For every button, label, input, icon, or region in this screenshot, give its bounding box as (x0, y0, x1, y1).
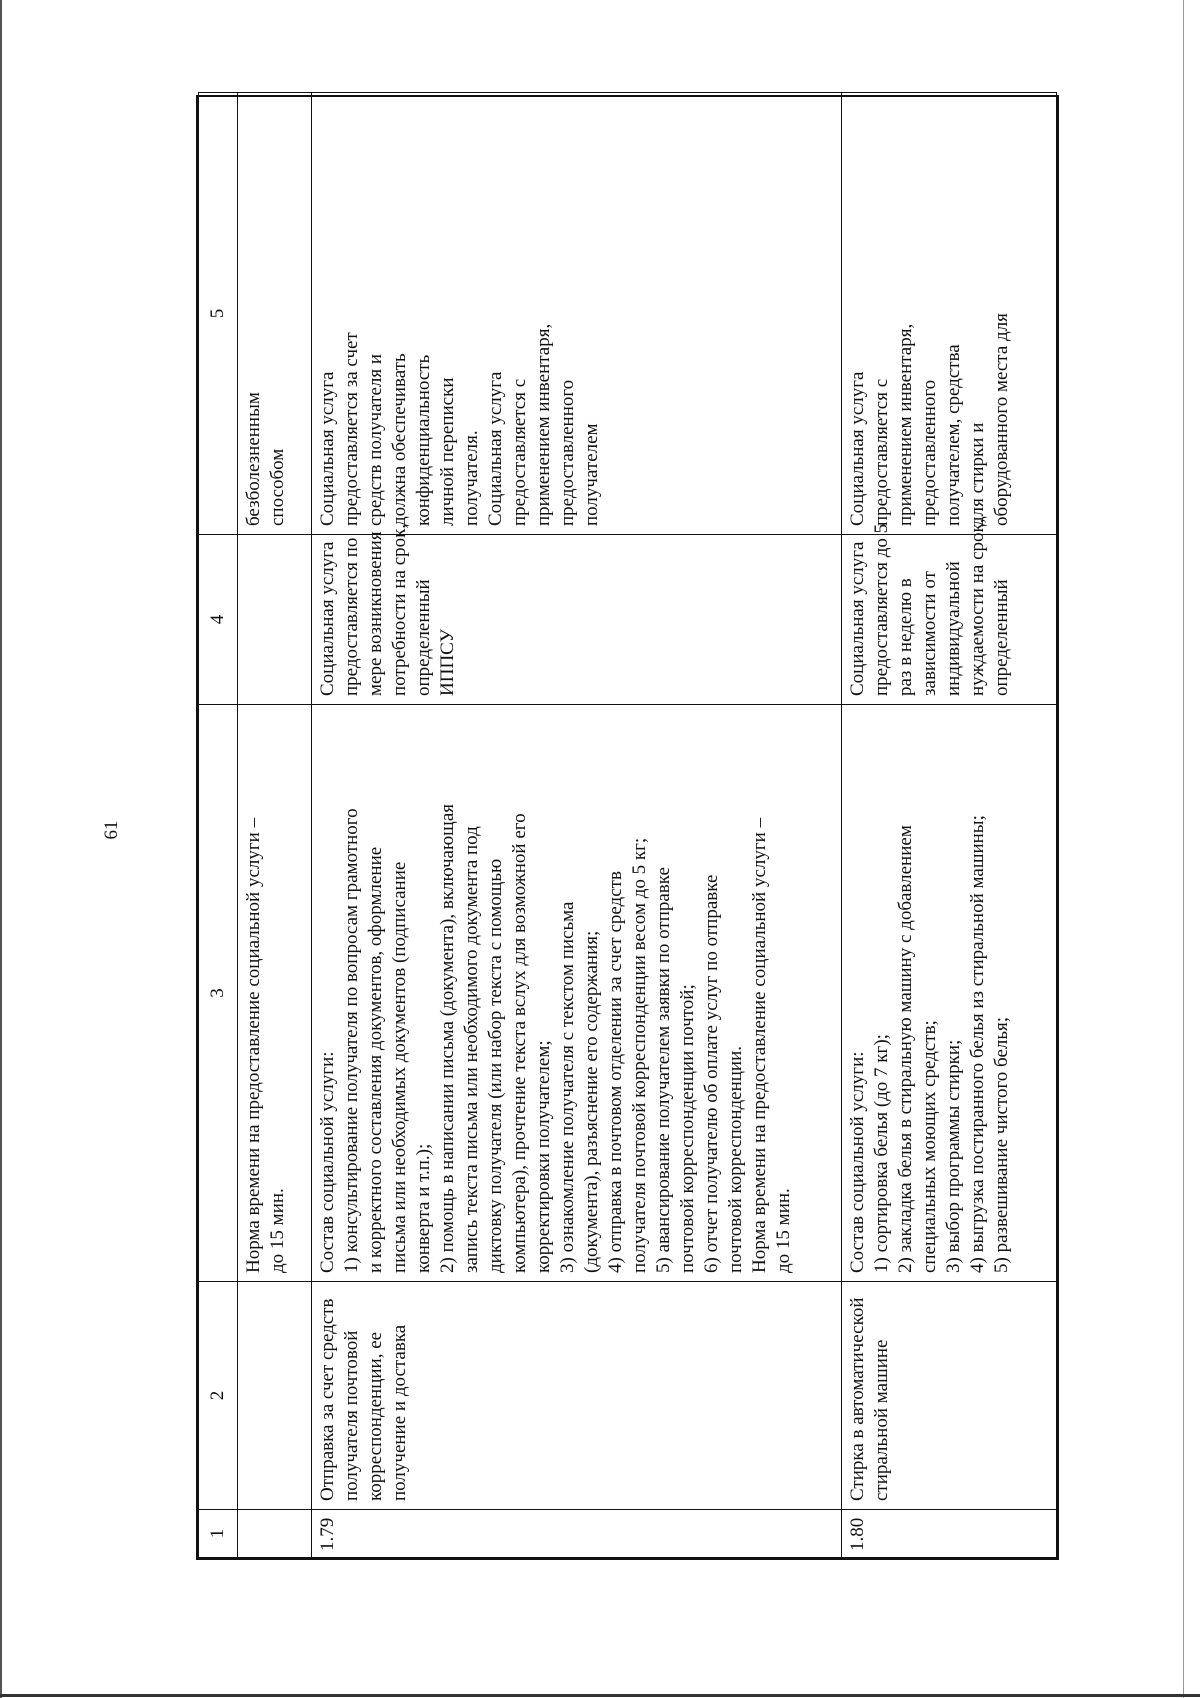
cell-text-line: получателя. (461, 430, 482, 526)
cell-text-line: определенный (413, 579, 434, 696)
service-name-cell (238, 1282, 312, 1510)
cell-text-line: диктовку получателя (или набор текста с помощью (485, 858, 506, 1273)
cell-text-line: предоставляется с (871, 378, 892, 526)
scan-edge-right (1183, 0, 1184, 1698)
cell-text-line: конверта и т.п.); (413, 1143, 434, 1273)
cell-text-line: должна обеспечивать (389, 353, 410, 526)
cell-text-line: Норма времени на предоставление социальной услуги – (749, 817, 770, 1273)
cell-text-line: корреспонденции, ее (365, 1331, 386, 1501)
cell-text-line: 5) развешивание чистого белья; (991, 1016, 1012, 1273)
cell-text-line: Норма времени на предоставление социальной услуги – (243, 817, 264, 1273)
row-number-cell (842, 1510, 1057, 1558)
service-conditions-cell (238, 93, 312, 535)
header-col-2: 2 (199, 1282, 238, 1510)
service-frequency-cell (312, 523, 842, 705)
cell-text-line: средств получателя и (365, 353, 386, 526)
cell-text-line: предоставляется по (341, 537, 362, 696)
cell-text-line: определенный (991, 579, 1012, 696)
cell-text-line: получателем, средства (943, 344, 964, 526)
cell-text-line: личной переписки (437, 377, 458, 526)
cell-text-line: раз в неделю в (895, 578, 916, 696)
cell-text-line: для стирки и (967, 422, 988, 526)
service-conditions-cell (312, 93, 842, 535)
cell-text-line: предоставляется с (509, 378, 530, 526)
cell-text-line: 5) авансирование получателем заявки по отправке (653, 867, 674, 1273)
service-name-cell (312, 1282, 842, 1510)
service-name-cell (842, 1282, 1057, 1510)
cell-text-line: специальных моющих средств; (919, 1020, 940, 1273)
cell-text-line: 3) ознакомление получателя с текстом письма (557, 901, 578, 1273)
page-number: 61 (101, 820, 122, 840)
cell-text-line: Отправка за счет средств (317, 1298, 338, 1501)
cell-text-line: (документа), разъяснение его содержания; (581, 930, 602, 1273)
row-number-cell (312, 1510, 842, 1558)
cell-text-line: Социальная услуга (317, 371, 338, 526)
header-col-3: 3 (199, 705, 238, 1282)
cell-text-line: 3) выбор программы стирки; (943, 1039, 964, 1273)
cell-text-line: получателя почтовой корреспонденции весом до 5 кг; (629, 837, 650, 1273)
cell-text-line: корректировки получателем; (533, 1040, 554, 1273)
cell-text-line: конфиденциальность (413, 354, 434, 526)
cell-text-line: предоставленного (557, 379, 578, 526)
cell-text-line: Состав социальной услуги: (317, 1051, 338, 1273)
cell-text-line: 1) консультирование получателя по вопросам грамотного (341, 808, 362, 1273)
service-frequency-cell (238, 535, 312, 705)
cell-text-line: почтовой корреспонденции. (725, 1045, 746, 1273)
cell-text-line: зависимости от (919, 571, 940, 696)
cell-text-line: оборудованного места для (991, 313, 1012, 526)
cell-text-line: Социальная услуга (847, 541, 868, 696)
cell-text-line: Социальная услуга (847, 371, 868, 526)
header-col-1: 1 (199, 1510, 238, 1558)
cell-text-line: 2) закладка белья в стиральную машину с добавлением (895, 825, 916, 1273)
cell-text-line: получателем (581, 423, 602, 526)
cell-text-line: получение и доставка (389, 1324, 410, 1501)
scan-edge-left (0, 0, 2, 1698)
cell-text-line: предоставленного (919, 379, 940, 526)
service-conditions-cell (842, 93, 1057, 535)
cell-text-line: до 15 мин. (773, 1188, 794, 1273)
cell-text-line: индивидуальной (943, 561, 964, 696)
cell-text-line: Стирка в автоматической (847, 1297, 868, 1501)
cell-text-line: Состав социальной услуги: (847, 1051, 868, 1273)
cell-text-line: стиральной машине (871, 1339, 892, 1501)
header-col-4: 4 (199, 535, 238, 705)
table-row (842, 93, 1057, 1558)
service-composition-cell (312, 705, 842, 1282)
cell-text-line: Социальная услуга (485, 371, 506, 526)
row-number-text: 1.79 (317, 1517, 338, 1551)
cell-text-line: ИППСУ (437, 628, 458, 696)
cell-text-line: компьютера), прочтение текста вслух для возможной его (509, 813, 530, 1273)
cell-text-line: 4) выгрузка постиранного белья из стиральной машины; (967, 815, 988, 1273)
cell-text-line: нуждаемости на срок, (967, 518, 988, 696)
cell-text-line: мере возникновения (365, 531, 386, 696)
cell-text-line: 4) отправка в почтовом отделении за счет средств (605, 871, 626, 1273)
cell-text-line: предоставляется за счет (341, 332, 362, 526)
cell-text-line: применением инвентаря, (895, 323, 916, 526)
cell-text-line: почтовой корреспонденции почтой; (677, 984, 698, 1273)
table-row (312, 93, 842, 1558)
cell-text-line: потребности на срок, (389, 523, 410, 696)
cell-text-line: способом (267, 448, 288, 526)
service-composition-cell (238, 705, 312, 1282)
services-table-grid (198, 92, 1057, 1558)
cell-text-line: 6) отчет получателю об оплате услуг по отправке (701, 874, 722, 1273)
row-number-text: 1.80 (847, 1517, 868, 1551)
row-number-cell (238, 1510, 312, 1558)
cell-text-line: письма или необходимых документов (подписание (389, 861, 410, 1273)
scan-edge-bottom (0, 1694, 1200, 1697)
cell-text-line: применением инвентаря, (533, 323, 554, 526)
table-row (238, 93, 312, 1558)
cell-text-line: запись текста письма или необходимого документа под (461, 826, 482, 1273)
service-frequency-cell (842, 518, 1057, 705)
cell-text-line: 1) сортировка белья (до 7 кг); (871, 1034, 892, 1273)
cell-text-line: безболезненным (243, 392, 264, 526)
service-composition-cell (842, 705, 1057, 1282)
services-table (196, 95, 1059, 1560)
cell-text-line: Социальная услуга (317, 541, 338, 696)
cell-text-line: до 15 мин. (267, 1188, 288, 1273)
cell-text-line: предоставляется до 5 (871, 523, 892, 696)
header-col-5: 5 (199, 93, 238, 535)
header-row (199, 93, 238, 1558)
cell-text-line: получателя почтовой (341, 1330, 362, 1501)
cell-text-line: 2) помощь в написании письма (документа), включающая (437, 804, 458, 1273)
cell-text-line: и корректного составления документов, оформление (365, 846, 386, 1273)
